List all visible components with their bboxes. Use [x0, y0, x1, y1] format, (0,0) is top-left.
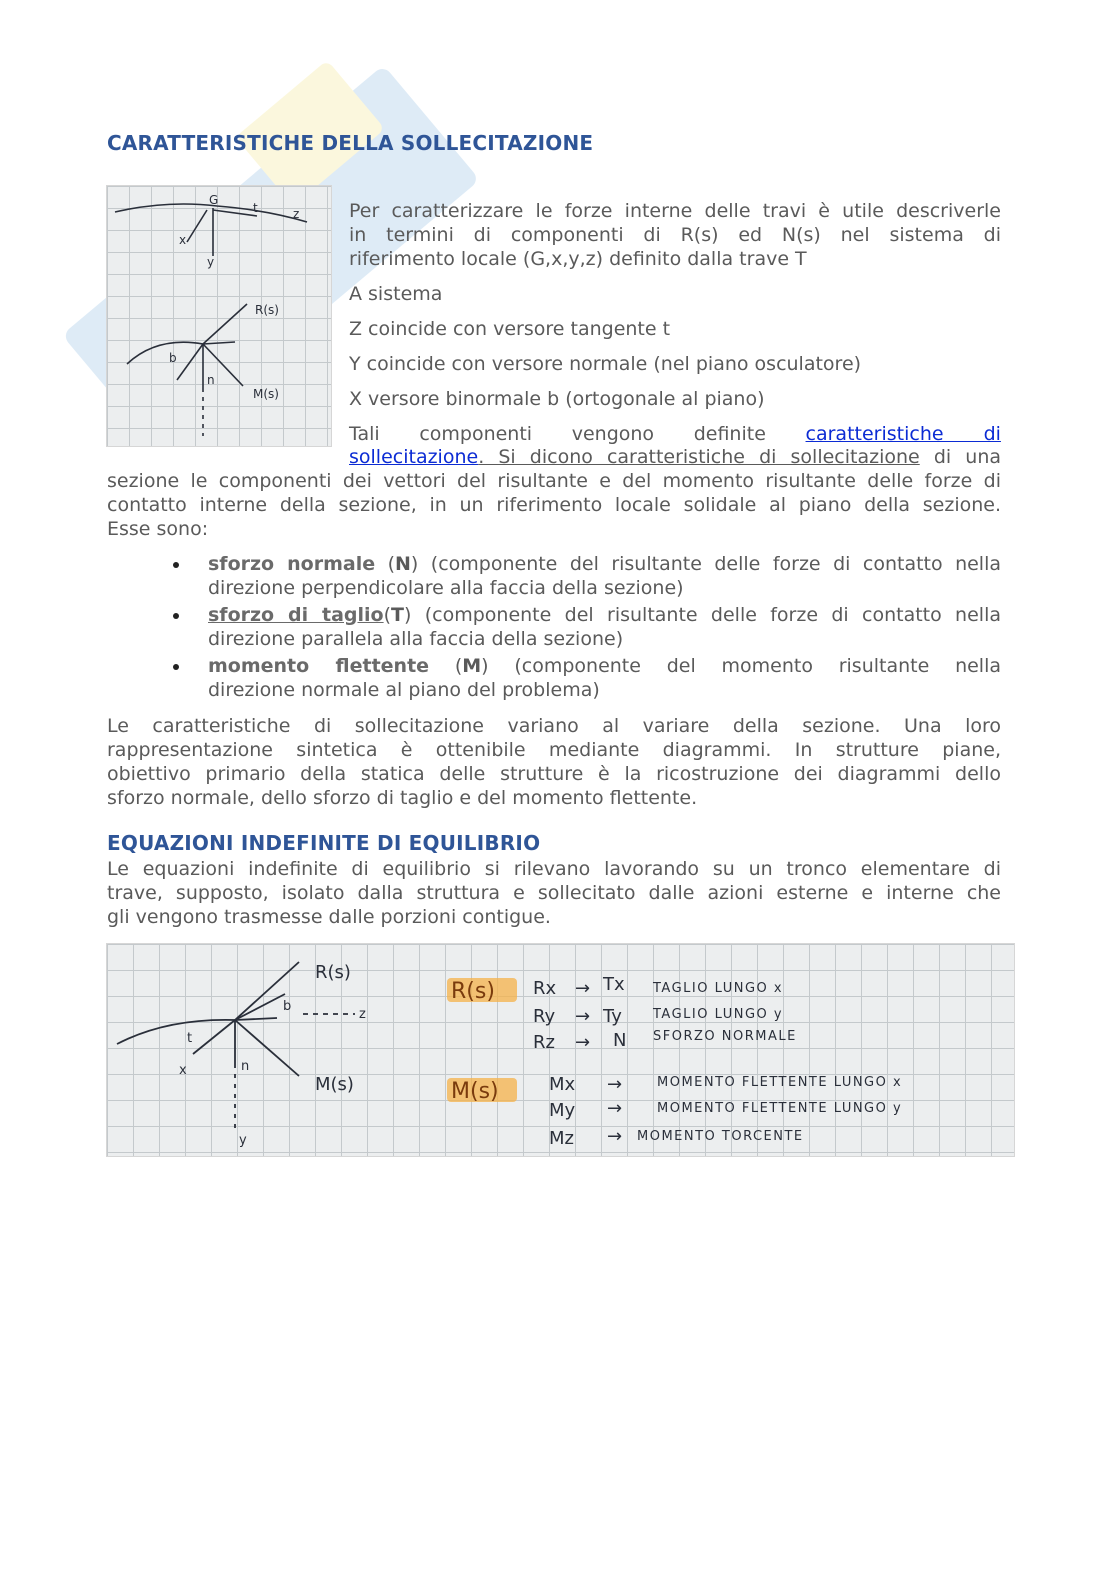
equilibrium-line: Le equazioni indefinite di equilibrio si rilevano lavorando su un tronco elementare di	[107, 858, 1001, 880]
r-row-arrow: →	[575, 978, 591, 999]
sketch2-label-n: n	[241, 1059, 250, 1074]
symbol-open: (	[375, 553, 395, 575]
m-row-comp: Mz	[549, 1128, 574, 1149]
definition-word: componenti	[419, 423, 533, 445]
sketch2-label-b: b	[283, 999, 292, 1014]
sollecitazione-link[interactable]: sollecitazione	[349, 446, 479, 468]
equilibrium-paragraph	[107, 857, 1001, 929]
r-row-comp: Rz	[533, 1032, 555, 1053]
bullet-text: ) (componente del risultante delle forze di contatto nella	[404, 604, 1001, 626]
sketch1-label-t: t	[253, 201, 258, 215]
symbol-open: (	[383, 604, 392, 626]
m-vector-label: M(s)	[451, 1079, 499, 1104]
definition-line-1	[349, 422, 1001, 446]
sketch1-label-m: M(s)	[253, 387, 279, 401]
sketch1-label-b: b	[169, 351, 177, 365]
sketch2-label-m: M(s)	[315, 1074, 354, 1095]
axis-line-x: X versore binormale b (ortogonale al piano)	[349, 388, 765, 410]
definition-line-3: sezione le componenti dei vettori del risultante e del momento risultante delle forze di	[107, 470, 1001, 492]
list-item-sforzo-normale	[107, 552, 1001, 600]
intro-paragraph	[349, 199, 1001, 271]
r-vector-label: R(s)	[451, 979, 495, 1004]
sketch-components-photo	[106, 943, 1015, 1157]
sketch2-label-r: R(s)	[315, 962, 351, 983]
variation-line: sforzo normale, dello sforzo di taglio e del momento flettente.	[107, 787, 698, 809]
sketch-reference-system-photo	[106, 185, 332, 447]
r-row-arrow: →	[575, 1032, 591, 1053]
symbol-open: (	[429, 655, 463, 677]
bullet-text: ) (componente del risultante delle forze di contatto nella	[410, 553, 1001, 575]
axis-line-y: Y coincide con versore normale (nel piano osculatore)	[349, 353, 862, 375]
definition-line-5: Esse sono:	[107, 518, 209, 540]
m-row-arrow: →	[607, 1098, 623, 1119]
sketch2-label-y: y	[239, 1133, 247, 1148]
sketch2-label-x: x	[179, 1063, 187, 1078]
r-row-desc: SFORZO NORMALE	[653, 1029, 797, 1044]
term-sforzo-taglio: sforzo di taglio	[208, 604, 384, 626]
section-heading-equazioni: EQUAZIONI INDEFINITE DI EQUILIBRIO	[107, 831, 541, 855]
m-row-arrow: →	[607, 1126, 623, 1147]
bullet-dot	[173, 562, 179, 568]
m-row-desc: MOMENTO FLETTENTE LUNGO y	[657, 1101, 903, 1116]
r-row-desc: TAGLIO LUNGO y	[653, 1007, 784, 1022]
list-item-momento-flettente	[107, 654, 1001, 702]
r-row-desc: TAGLIO LUNGO x	[653, 981, 784, 996]
underlined-phrase: . Si dicono caratteristiche di sollecitazione	[478, 446, 920, 468]
m-row-comp: My	[549, 1100, 576, 1121]
symbol-t: T	[391, 604, 404, 626]
definition-tail: di una	[919, 446, 1002, 468]
r-row-comp: Rx	[533, 978, 557, 999]
sketch1-label-y: y	[207, 255, 215, 269]
intro-line-2: in termini di componenti di R(s) ed N(s) nel sistema di	[349, 224, 1001, 246]
sketch1-label-g: G	[209, 193, 219, 207]
sketch1-label-r: R(s)	[255, 303, 279, 317]
stress-components-list	[107, 552, 1001, 705]
axis-line-sistema: A sistema	[349, 283, 443, 305]
m-row-arrow: →	[607, 1074, 623, 1095]
r-row-arrow: →	[575, 1006, 591, 1027]
symbol-n: N	[395, 553, 411, 575]
bullet-text-2: direzione perpendicolare alla faccia della sezione)	[208, 577, 684, 599]
list-item-sforzo-taglio	[107, 603, 1001, 651]
m-row-comp: Mx	[549, 1074, 576, 1095]
sketch1-label-x: x	[179, 233, 187, 247]
bullet-text: ) (componente del momento risultante nella	[481, 655, 1002, 677]
variation-line: obiettivo primario della statica delle strutture è la ricostruzione dei diagrammi dello	[107, 763, 1001, 785]
definition-paragraph	[107, 445, 1001, 541]
sketch2-label-t: t	[187, 1031, 193, 1046]
bullet-dot	[173, 613, 179, 619]
r-row-sym: Ty	[603, 1006, 622, 1027]
caratteristiche-link[interactable]: caratteristiche di	[805, 423, 1001, 445]
sketch2-label-z: z	[359, 1007, 366, 1022]
equilibrium-line: trave, supposto, isolato dalla struttura e sollecitato dalle azioni esterne e interne che	[107, 882, 1001, 904]
term-sforzo-normale: sforzo normale	[208, 553, 376, 575]
r-row-comp: Ry	[533, 1006, 556, 1027]
bullet-text-2: direzione normale al piano del problema)	[208, 679, 600, 701]
variation-paragraph	[107, 714, 1001, 810]
section-heading-caratteristiche: CARATTERISTICHE DELLA SOLLECITAZIONE	[107, 131, 594, 155]
definition-word: definite	[693, 423, 766, 445]
term-momento-flettente: momento flettente	[208, 655, 430, 677]
definition-line-2	[107, 445, 1001, 469]
sketch1-label-z: z	[293, 207, 300, 221]
sketch1-label-n: n	[207, 373, 215, 387]
symbol-m: M	[462, 655, 482, 677]
definition-word: vengono	[571, 423, 655, 445]
variation-line: rappresentazione sintetica è ottenibile mediante diagrammi. In strutture piane,	[107, 739, 1001, 761]
intro-line-1: Per caratterizzare le forze interne delle travi è utile descriverle	[349, 200, 1001, 222]
bullet-text-2: direzione parallela alla faccia della sezione)	[208, 628, 624, 650]
equilibrium-line: gli vengono trasmesse dalle porzioni contigue.	[107, 906, 551, 928]
r-row-sym: Tx	[603, 974, 625, 995]
axis-line-z: Z coincide con versore tangente t	[349, 318, 671, 340]
definition-word: Tali	[349, 423, 380, 445]
bullet-dot	[173, 664, 179, 670]
r-row-sym: N	[613, 1030, 627, 1051]
variation-line: Le caratteristiche di sollecitazione variano al variare della sezione. Una loro	[107, 715, 1001, 737]
definition-line-4: contatto interne della sezione, in un riferimento locale solidale al piano della sezione.	[107, 494, 1001, 516]
intro-line-3: riferimento locale (G,x,y,z) definito dalla trave T	[349, 248, 807, 270]
m-row-desc: MOMENTO FLETTENTE LUNGO x	[657, 1075, 903, 1090]
m-row-desc: MOMENTO TORCENTE	[637, 1129, 804, 1144]
